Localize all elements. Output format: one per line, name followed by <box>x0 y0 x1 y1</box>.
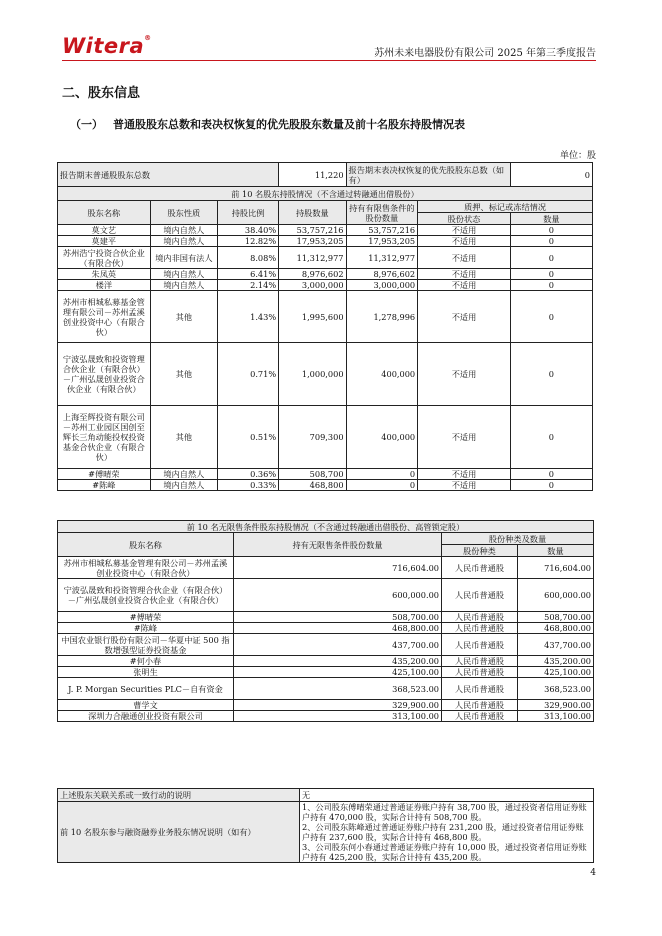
table-row <box>58 225 593 236</box>
table-row <box>58 612 594 623</box>
holding-qty: 468,800 <box>279 480 346 491</box>
shareholder-name: 楼洋 <box>58 280 151 291</box>
unrestricted-qty: 435,200.00 <box>234 656 442 667</box>
unrestricted-title: 前 10 名无限售条件股东持股情况（不含通过转融通出借股份、高管锁定股） <box>58 521 594 533</box>
pledge-status: 不适用 <box>418 247 511 269</box>
pledge-count: 0 <box>510 236 592 247</box>
col-header-pledge: 质押、标记或冻结情况 <box>418 201 593 213</box>
holding-qty: 3,000,000 <box>279 280 346 291</box>
share-count: 368,523.00 <box>518 678 594 700</box>
holding-qty: 17,953,205 <box>279 236 346 247</box>
pledge-status: 不适用 <box>418 225 511 236</box>
table-row <box>58 406 593 469</box>
holding-ratio: 0.51% <box>218 406 279 469</box>
holding-qty: 709,300 <box>279 406 346 469</box>
table-row <box>58 711 594 722</box>
shareholder-name: #陈峰 <box>58 480 151 491</box>
unrestricted-qty: 437,700.00 <box>234 634 442 656</box>
table-row <box>58 280 593 291</box>
pledge-count: 0 <box>510 469 592 480</box>
share-count: 508,700.00 <box>518 612 594 623</box>
holding-ratio: 0.33% <box>218 480 279 491</box>
u-col-header-count: 数量 <box>518 545 594 557</box>
col-header-restricted: 持有有限售条件的股份数量 <box>346 201 418 225</box>
share-type: 人民币普通股 <box>442 612 518 623</box>
shareholder-nature: 境内非国有法人 <box>150 247 217 269</box>
share-count: 329,900.00 <box>518 700 594 711</box>
col-header-status: 股份状态 <box>418 213 511 225</box>
margin-note: 2、公司股东陈峰通过普通证券账户持有 231,200 股，通过投资者信用证券账户持有 237,600 股，实际合计持有 468,800 股。 <box>302 822 584 842</box>
shareholder-name: #傅晴荣 <box>58 612 234 623</box>
holding-qty: 508,700 <box>279 469 346 480</box>
unrestricted-qty: 508,700.00 <box>234 612 442 623</box>
unrestricted-qty: 600,000.00 <box>234 579 442 612</box>
table-row <box>58 343 593 406</box>
table-row <box>58 557 594 579</box>
share-count: 313,100.00 <box>518 711 594 722</box>
top10-title: 前 10 名股东持股情况（不含通过转融通出借股份） <box>58 187 593 201</box>
shareholder-name: 苏州浩宁投资合伙企业（有限合伙） <box>58 247 151 269</box>
pledge-count: 0 <box>510 291 592 343</box>
unrestricted-qty: 313,100.00 <box>234 711 442 722</box>
margin-label: 前 10 名股东参与融资融券业务股东情况说明（如有） <box>58 802 300 863</box>
restricted-qty: 3,000,000 <box>346 280 418 291</box>
shareholder-name: 苏州市相城私募基金管理有限公司－苏州孟溪创业投资中心（有限合伙） <box>58 557 234 579</box>
share-type: 人民币普通股 <box>442 623 518 634</box>
unrestricted-qty: 425,100.00 <box>234 667 442 678</box>
holding-ratio: 0.36% <box>218 469 279 480</box>
restricted-qty: 11,312,977 <box>346 247 418 269</box>
shareholder-nature: 境内自然人 <box>150 469 217 480</box>
report-title: 苏州未来电器股份有限公司 2025 年第三季度报告 <box>374 48 596 59</box>
shareholder-nature: 境内自然人 <box>150 480 217 491</box>
shareholder-name: 苏州市相城私募基金管理有限公司－苏州孟溪创业投资中心（有限合伙） <box>58 291 151 343</box>
table-row <box>58 656 594 667</box>
top10-shareholders-table <box>57 162 593 491</box>
page-number: 4 <box>590 868 596 878</box>
u-col-header-qty: 持有无限售条件股份数量 <box>234 533 442 557</box>
shareholder-nature: 其他 <box>150 291 217 343</box>
share-count: 716,604.00 <box>518 557 594 579</box>
share-type: 人民币普通股 <box>442 678 518 700</box>
pledge-count: 0 <box>510 280 592 291</box>
shareholder-name: 上海至辉投资有限公司－苏州工业园区国创至辉长三角动能投权投资基金合伙企业（有限合伙） <box>58 406 151 469</box>
holding-qty: 8,976,602 <box>279 269 346 280</box>
table-row <box>58 247 593 269</box>
summary-row <box>58 163 593 187</box>
margin-note: 1、公司股东傅晴荣通过普通证券账户持有 38,700 股，通过投资者信用证券账户持有 470,000 股，实际合计持有 508,700 股。 <box>302 802 587 822</box>
restricted-qty: 0 <box>346 469 418 480</box>
share-count: 425,100.00 <box>518 667 594 678</box>
holding-qty: 53,757,216 <box>279 225 346 236</box>
shareholder-nature: 境内自然人 <box>150 225 217 236</box>
restricted-qty: 400,000 <box>346 343 418 406</box>
shareholder-nature: 境内自然人 <box>150 236 217 247</box>
holding-ratio: 8.08% <box>218 247 279 269</box>
common-holders-label: 报告期末普通股股东总数 <box>58 163 279 187</box>
share-count: 468,800.00 <box>518 623 594 634</box>
table-row <box>58 469 593 480</box>
restricted-qty: 17,953,205 <box>346 236 418 247</box>
shareholder-nature: 境内自然人 <box>150 280 217 291</box>
table-row <box>58 667 594 678</box>
margin-notes <box>300 802 594 863</box>
holding-qty: 11,312,977 <box>279 247 346 269</box>
restricted-qty: 8,976,602 <box>346 269 418 280</box>
unrestricted-qty: 329,900.00 <box>234 700 442 711</box>
pledge-status: 不适用 <box>418 406 511 469</box>
pledge-status: 不适用 <box>418 469 511 480</box>
share-type: 人民币普通股 <box>442 579 518 612</box>
shareholder-name: 曹学文 <box>58 700 234 711</box>
table-row <box>58 291 593 343</box>
pledge-status: 不适用 <box>418 343 511 406</box>
shareholder-name: #傅晴荣 <box>58 469 151 480</box>
table-row <box>58 480 593 491</box>
share-count: 435,200.00 <box>518 656 594 667</box>
u-col-header-group: 股份种类及数量 <box>442 533 594 545</box>
share-type: 人民币普通股 <box>442 557 518 579</box>
holding-ratio: 38.40% <box>218 225 279 236</box>
restricted-qty: 0 <box>346 480 418 491</box>
margin-note: 3、公司股东何小春通过普通证券账户持有 10,000 股，通过投资者信用证券账户持有 425,200 股，实际合计持有 435,200 股。 <box>302 842 587 862</box>
share-type: 人民币普通股 <box>442 667 518 678</box>
section-title: 二、股东信息 <box>62 86 141 101</box>
related-label: 上述股东关联关系或一致行动的说明 <box>58 789 300 802</box>
shareholder-name: 宁波弘晟致和投资管理合伙企业（有限合伙）－广州弘晟创业投资合伙企业（有限合伙） <box>58 579 234 612</box>
u-col-header-name: 股东名称 <box>58 533 234 557</box>
table-row <box>58 236 593 247</box>
notes-table <box>57 788 594 863</box>
holding-ratio: 1.43% <box>218 291 279 343</box>
pledge-count: 0 <box>510 269 592 280</box>
unrestricted-qty: 716,604.00 <box>234 557 442 579</box>
pledge-count: 0 <box>510 343 592 406</box>
holding-qty: 1,000,000 <box>279 343 346 406</box>
holding-ratio: 6.41% <box>218 269 279 280</box>
table-row <box>58 678 594 700</box>
table-row <box>58 623 594 634</box>
col-header-ratio: 持股比例 <box>218 201 279 225</box>
shareholder-name: #陈峰 <box>58 623 234 634</box>
header-divider <box>62 60 596 61</box>
pledge-count: 0 <box>510 480 592 491</box>
pledge-status: 不适用 <box>418 480 511 491</box>
share-type: 人民币普通股 <box>442 700 518 711</box>
table-row <box>58 579 594 612</box>
pledge-count: 0 <box>510 225 592 236</box>
shareholder-nature: 境内自然人 <box>150 269 217 280</box>
share-count: 437,700.00 <box>518 634 594 656</box>
pref-holders-value: 0 <box>510 163 592 187</box>
holding-ratio: 12.82% <box>218 236 279 247</box>
shareholder-nature: 其他 <box>150 343 217 406</box>
restricted-qty: 53,757,216 <box>346 225 418 236</box>
table-row <box>58 269 593 280</box>
shareholder-nature: 其他 <box>150 406 217 469</box>
unit-label: 单位：股 <box>559 151 596 161</box>
share-type: 人民币普通股 <box>442 656 518 667</box>
shareholder-name: 宁波弘晟致和投资管理合伙企业（有限合伙）－广州弘晟创业投资合伙企业（有限合伙） <box>58 343 151 406</box>
shareholder-name: 张明生 <box>58 667 234 678</box>
col-header-name: 股东名称 <box>58 201 151 225</box>
shareholder-name: 中国农业银行股份有限公司－华夏中证 500 指数增强型证券投资基金 <box>58 634 234 656</box>
pledge-status: 不适用 <box>418 236 511 247</box>
unrestricted-qty: 468,800.00 <box>234 623 442 634</box>
pledge-count: 0 <box>510 406 592 469</box>
holding-ratio: 2.14% <box>218 280 279 291</box>
share-count: 600,000.00 <box>518 579 594 612</box>
restricted-qty: 400,000 <box>346 406 418 469</box>
shareholder-name: 深圳力合融通创业投资有限公司 <box>58 711 234 722</box>
shareholder-name: 莫建平 <box>58 236 151 247</box>
table-row <box>58 700 594 711</box>
shareholder-name: 莫文艺 <box>58 225 151 236</box>
unrestricted-qty: 368,523.00 <box>234 678 442 700</box>
pledge-status: 不适用 <box>418 291 511 343</box>
holding-qty: 1,995,600 <box>279 291 346 343</box>
holding-ratio: 0.71% <box>218 343 279 406</box>
pref-holders-label: 报告期末表决权恢复的优先股股东总数（如有） <box>346 163 510 187</box>
share-type: 人民币普通股 <box>442 634 518 656</box>
u-col-header-type: 股份种类 <box>442 545 518 557</box>
pledge-status: 不适用 <box>418 280 511 291</box>
related-value: 无 <box>300 789 594 802</box>
restricted-qty: 1,278,996 <box>346 291 418 343</box>
pledge-count: 0 <box>510 247 592 269</box>
table-row <box>58 634 594 656</box>
col-header-nature: 股东性质 <box>150 201 217 225</box>
common-holders-value: 11,220 <box>279 163 346 187</box>
company-logo: Witera® <box>62 34 152 58</box>
pledge-status: 不适用 <box>418 269 511 280</box>
col-header-qty: 持股数量 <box>279 201 346 225</box>
subsection-title: （一） 普通股股东总数和表决权恢复的优先股股东数量及前十名股东持股情况表 <box>70 118 465 131</box>
top10-unrestricted-table <box>57 520 594 722</box>
col-header-count: 数量 <box>510 213 592 225</box>
shareholder-name: J. P. Morgan Securities PLC－自有资金 <box>58 678 234 700</box>
shareholder-name: 朱凤英 <box>58 269 151 280</box>
shareholder-name: #何小春 <box>58 656 234 667</box>
share-type: 人民币普通股 <box>442 711 518 722</box>
